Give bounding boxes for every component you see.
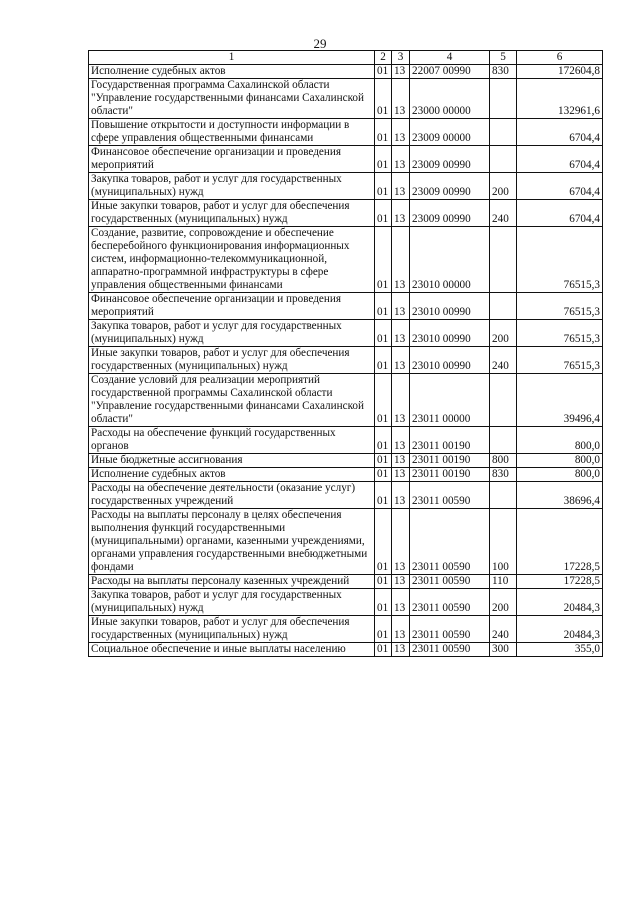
row-amount: 39496,4 xyxy=(517,374,603,427)
row-name: Создание, развитие, сопровождение и обеспечение бесперебойного функционирования информационных систем, информационно-телекоммуникационной, аппаратно-программной инфраструктуры в сфере управления общественными финансами xyxy=(89,227,375,293)
table-row xyxy=(89,374,603,427)
column-header: 5 xyxy=(490,51,517,65)
table-row xyxy=(89,468,603,482)
row-section: 01 xyxy=(375,293,392,320)
table-row xyxy=(89,575,603,589)
row-subsection: 13 xyxy=(392,79,410,119)
row-subsection: 13 xyxy=(392,468,410,482)
row-expense-type: 240 xyxy=(490,200,517,227)
row-subsection: 13 xyxy=(392,320,410,347)
row-name: Закупка товаров, работ и услуг для государственных (муниципальных) нужд xyxy=(89,589,375,616)
row-expense-type xyxy=(490,146,517,173)
column-header: 1 xyxy=(89,51,375,65)
row-name: Иные закупки товаров, работ и услуг для обеспечения государственных (муниципальных) нужд xyxy=(89,616,375,643)
row-target-code: 23011 00190 xyxy=(410,468,490,482)
row-section: 01 xyxy=(375,200,392,227)
row-amount: 6704,4 xyxy=(517,200,603,227)
row-target-code: 23009 00990 xyxy=(410,146,490,173)
row-amount: 6704,4 xyxy=(517,173,603,200)
row-expense-type xyxy=(490,293,517,320)
row-name: Закупка товаров, работ и услуг для государственных (муниципальных) нужд xyxy=(89,173,375,200)
row-amount: 38696,4 xyxy=(517,482,603,509)
row-target-code: 23011 00590 xyxy=(410,575,490,589)
row-expense-type: 200 xyxy=(490,173,517,200)
row-expense-type: 100 xyxy=(490,509,517,575)
row-section: 01 xyxy=(375,173,392,200)
row-amount: 76515,3 xyxy=(517,227,603,293)
row-name: Исполнение судебных актов xyxy=(89,65,375,79)
table-row xyxy=(89,347,603,374)
table-row xyxy=(89,482,603,509)
row-expense-type: 200 xyxy=(490,589,517,616)
row-expense-type: 800 xyxy=(490,454,517,468)
row-subsection: 13 xyxy=(392,575,410,589)
row-section: 01 xyxy=(375,119,392,146)
row-section: 01 xyxy=(375,454,392,468)
row-amount: 800,0 xyxy=(517,468,603,482)
table-row xyxy=(89,454,603,468)
column-header: 3 xyxy=(392,51,410,65)
column-header: 6 xyxy=(517,51,603,65)
table-row xyxy=(89,227,603,293)
column-header: 4 xyxy=(410,51,490,65)
row-name: Создание условий для реализации мероприятий государственной программы Сахалинской области "Управление государственными финансами Сахалинской области" xyxy=(89,374,375,427)
row-section: 01 xyxy=(375,468,392,482)
row-expense-type: 200 xyxy=(490,320,517,347)
row-subsection: 13 xyxy=(392,119,410,146)
table-row xyxy=(89,146,603,173)
table-row xyxy=(89,616,603,643)
row-subsection: 13 xyxy=(392,347,410,374)
row-subsection: 13 xyxy=(392,374,410,427)
row-expense-type: 240 xyxy=(490,616,517,643)
row-expense-type: 830 xyxy=(490,65,517,79)
row-target-code: 23011 00000 xyxy=(410,374,490,427)
row-section: 01 xyxy=(375,227,392,293)
row-section: 01 xyxy=(375,79,392,119)
row-section: 01 xyxy=(375,482,392,509)
row-target-code: 23009 00000 xyxy=(410,119,490,146)
row-expense-type: 240 xyxy=(490,347,517,374)
row-expense-type: 110 xyxy=(490,575,517,589)
row-name: Повышение открытости и доступности информации в сфере управления общественными финансами xyxy=(89,119,375,146)
row-amount: 800,0 xyxy=(517,427,603,454)
row-amount: 76515,3 xyxy=(517,293,603,320)
row-target-code: 23011 00590 xyxy=(410,509,490,575)
row-name: Расходы на выплаты персоналу казенных учреждений xyxy=(89,575,375,589)
row-subsection: 13 xyxy=(392,227,410,293)
row-target-code: 23000 00000 xyxy=(410,79,490,119)
row-amount: 6704,4 xyxy=(517,146,603,173)
row-section: 01 xyxy=(375,347,392,374)
row-target-code: 23011 00590 xyxy=(410,482,490,509)
row-expense-type xyxy=(490,79,517,119)
row-target-code: 23011 00590 xyxy=(410,616,490,643)
row-subsection: 13 xyxy=(392,293,410,320)
table-body xyxy=(89,65,603,657)
row-target-code: 23011 00590 xyxy=(410,589,490,616)
row-target-code: 23010 00990 xyxy=(410,347,490,374)
column-header: 2 xyxy=(375,51,392,65)
row-subsection: 13 xyxy=(392,509,410,575)
row-amount: 132961,6 xyxy=(517,79,603,119)
table-row xyxy=(89,643,603,657)
row-section: 01 xyxy=(375,643,392,657)
row-subsection: 13 xyxy=(392,482,410,509)
row-subsection: 13 xyxy=(392,589,410,616)
table-row xyxy=(89,509,603,575)
row-target-code: 23010 00990 xyxy=(410,293,490,320)
row-subsection: 13 xyxy=(392,454,410,468)
table-row xyxy=(89,293,603,320)
row-name: Закупка товаров, работ и услуг для государственных (муниципальных) нужд xyxy=(89,320,375,347)
row-expense-type xyxy=(490,374,517,427)
row-amount: 17228,5 xyxy=(517,509,603,575)
row-name: Исполнение судебных актов xyxy=(89,468,375,482)
row-name: Расходы на обеспечение функций государственных органов xyxy=(89,427,375,454)
row-amount: 20484,3 xyxy=(517,616,603,643)
row-target-code: 23009 00990 xyxy=(410,200,490,227)
row-subsection: 13 xyxy=(392,65,410,79)
row-amount: 17228,5 xyxy=(517,575,603,589)
budget-table xyxy=(88,50,603,657)
row-expense-type: 300 xyxy=(490,643,517,657)
row-expense-type xyxy=(490,482,517,509)
row-section: 01 xyxy=(375,509,392,575)
row-section: 01 xyxy=(375,374,392,427)
row-subsection: 13 xyxy=(392,616,410,643)
row-target-code: 23010 00990 xyxy=(410,320,490,347)
row-name: Финансовое обеспечение организации и проведения мероприятий xyxy=(89,146,375,173)
row-subsection: 13 xyxy=(392,200,410,227)
header-row xyxy=(89,51,603,65)
row-expense-type: 830 xyxy=(490,468,517,482)
row-section: 01 xyxy=(375,575,392,589)
row-subsection: 13 xyxy=(392,427,410,454)
row-subsection: 13 xyxy=(392,173,410,200)
row-name: Иные бюджетные ассигнования xyxy=(89,454,375,468)
row-target-code: 23011 00190 xyxy=(410,427,490,454)
row-amount: 6704,4 xyxy=(517,119,603,146)
page-number: 29 xyxy=(313,36,327,51)
row-name: Социальное обеспечение и иные выплаты населению xyxy=(89,643,375,657)
row-name: Иные закупки товаров, работ и услуг для обеспечения государственных (муниципальных) нужд xyxy=(89,347,375,374)
row-target-code: 23010 00000 xyxy=(410,227,490,293)
table-row xyxy=(89,119,603,146)
table-row xyxy=(89,65,603,79)
row-name: Государственная программа Сахалинской области "Управление государственными финансами Сахалинской области" xyxy=(89,79,375,119)
row-amount: 20484,3 xyxy=(517,589,603,616)
row-section: 01 xyxy=(375,65,392,79)
row-expense-type xyxy=(490,427,517,454)
row-subsection: 13 xyxy=(392,146,410,173)
row-name: Иные закупки товаров, работ и услуг для обеспечения государственных (муниципальных) нужд xyxy=(89,200,375,227)
table-row xyxy=(89,173,603,200)
table-row xyxy=(89,589,603,616)
row-target-code: 23011 00590 xyxy=(410,643,490,657)
table-row xyxy=(89,200,603,227)
row-target-code: 23009 00990 xyxy=(410,173,490,200)
row-expense-type xyxy=(490,119,517,146)
row-target-code: 23011 00190 xyxy=(410,454,490,468)
table-row xyxy=(89,320,603,347)
row-section: 01 xyxy=(375,320,392,347)
row-section: 01 xyxy=(375,146,392,173)
row-amount: 76515,3 xyxy=(517,347,603,374)
row-name: Расходы на выплаты персоналу в целях обеспечения выполнения функций государственными (муниципальными) органами, казенными учреждениями, органами управления государственными внебюджетными фондами xyxy=(89,509,375,575)
row-name: Расходы на обеспечение деятельности (оказание услуг) государственных учреждений xyxy=(89,482,375,509)
row-name: Финансовое обеспечение организации и проведения мероприятий xyxy=(89,293,375,320)
row-amount: 76515,3 xyxy=(517,320,603,347)
row-amount: 800,0 xyxy=(517,454,603,468)
row-amount: 355,0 xyxy=(517,643,603,657)
row-amount: 172604,8 xyxy=(517,65,603,79)
table-row xyxy=(89,427,603,454)
table-row xyxy=(89,79,603,119)
row-target-code: 22007 00990 xyxy=(410,65,490,79)
row-section: 01 xyxy=(375,427,392,454)
row-subsection: 13 xyxy=(392,643,410,657)
row-section: 01 xyxy=(375,589,392,616)
row-expense-type xyxy=(490,227,517,293)
row-section: 01 xyxy=(375,616,392,643)
